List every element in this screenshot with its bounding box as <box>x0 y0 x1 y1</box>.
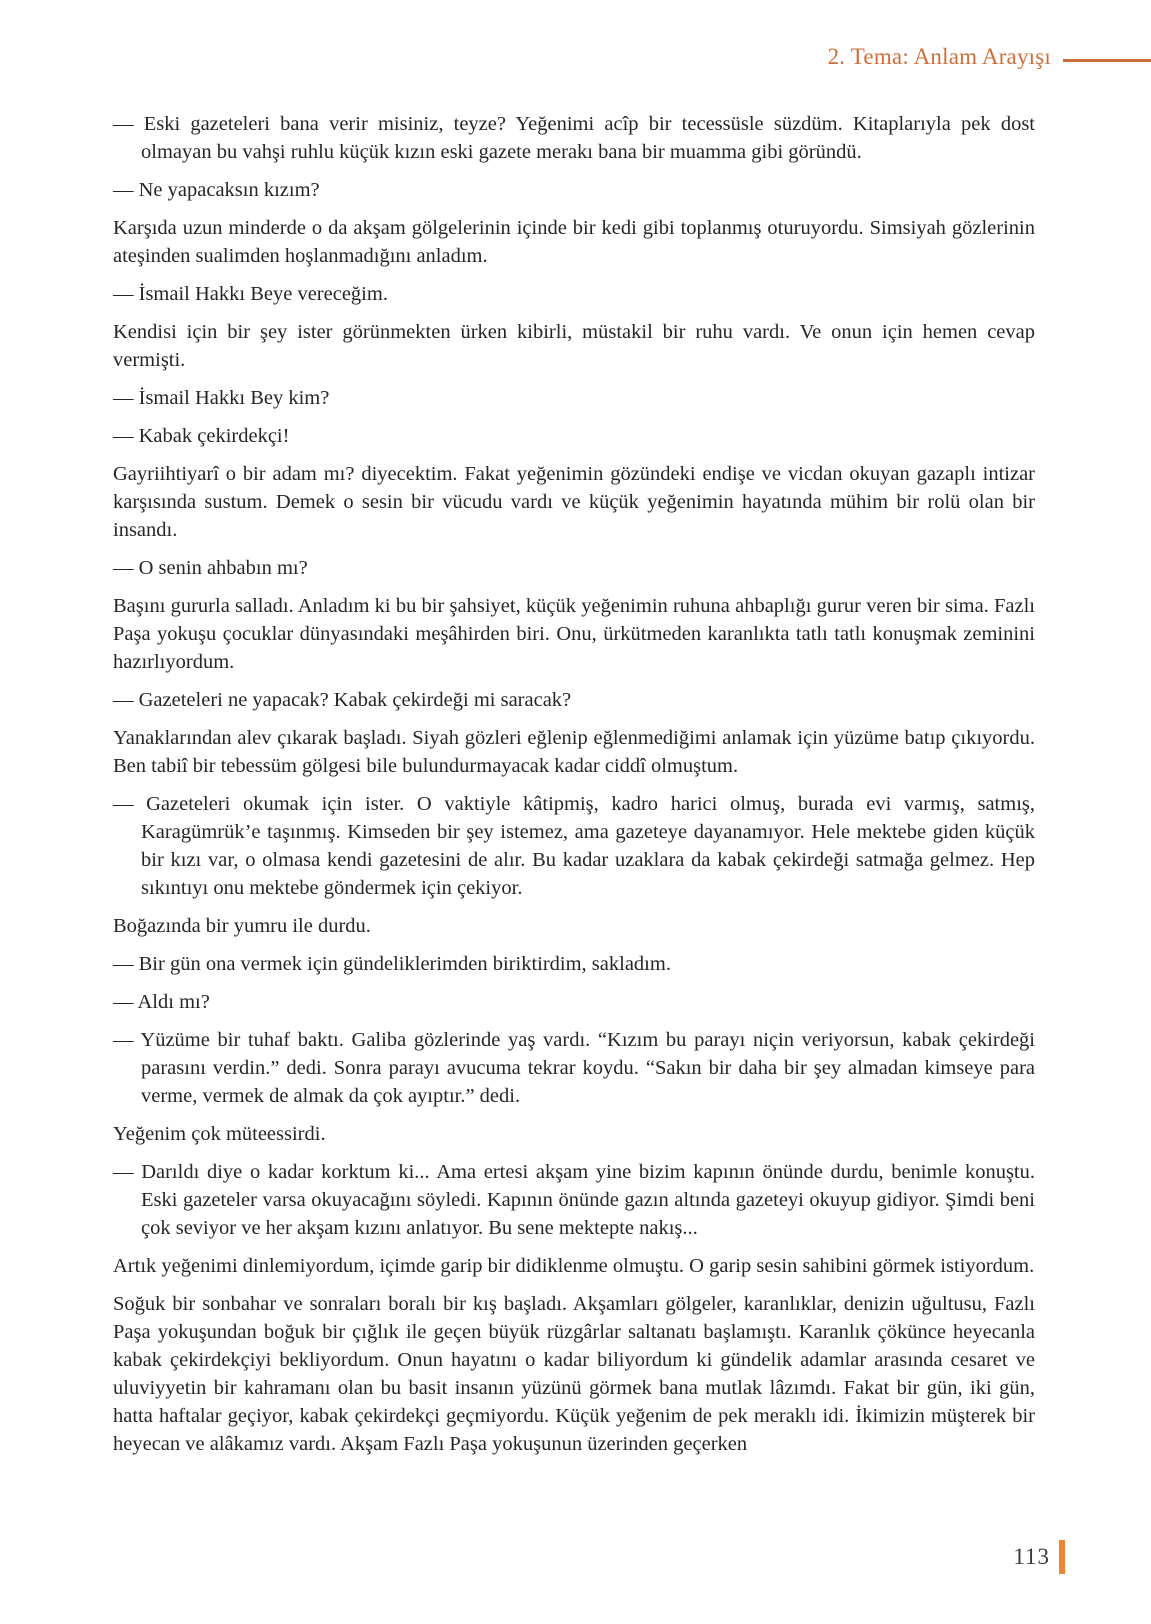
narrative-paragraph: Artık yeğenimi dinlemiyordum, içimde garip bir didiklenme olmuştu. O garip sesin sahibini görmek istiyordum. <box>113 1255 1035 1277</box>
narrative-paragraph: Karşıda uzun minderde o da akşam gölgelerinin içinde bir kedi gibi toplanmış oturuyordu. Simsiyah gözlerinin ateşinden sualimden hoşlanmadığını anladım. <box>113 217 1035 267</box>
narrative-paragraph: Yanaklarından alev çıkarak başladı. Siyah gözleri eğlenip eğlenmediğimi anlamak için yüzüme batıp çıkıyordu. Ben tabiî bir tebessüm gölgesi bile bulundurmayacak kadar ciddî olmuştum. <box>113 727 1035 777</box>
dialogue-paragraph: — Bir gün ona vermek için gündeliklerimden biriktirdim, sakladım. <box>113 953 671 975</box>
header-rule <box>1063 59 1151 62</box>
dialogue-paragraph: — Kabak çekirdekçi! <box>113 425 290 447</box>
dialogue-paragraph: — Gazeteleri okumak için ister. O vaktiyle kâtipmiş, kadro harici olmuş, burada evi varmış, satmış, Karagümrük’e taşınmış. Kimseden bir şey istemez, ama gazeteye dayanamıyor. Hele mektebe giden küçük bir kızı var, o olmasa kendi gazetesini de alır. Bu kadar uzaklara da kabak çekirdeği satmağa gelmez. Hep sıkıntıyı onu mektebe göndermek için çekiyor. <box>113 793 1035 899</box>
narrative-paragraph: Soğuk bir sonbahar ve sonraları boralı bir kış başladı. Akşamları gölgeler, karanlıklar, denizin uğultusu, Fazlı Paşa yokuşundan boğuk bir çığlık ile geçen büyük rüzgârlar saltanatı başlamıştı. Karanlık çökünce heyecanla kabak çekirdekçiyi bekliyordum. Onun hayatını o kadar biliyordum ki gündelik adamlar arasında cesaret ve uluviyyetin bir kahramanı olan bu basit insanın yüzünü görmek bana mutlak lâzımdı. Fakat bir gün, iki gün, hatta haftalar geçiyor, kabak çekirdekçi geçmiyordu. Küçük yeğenim de pek meraklı idi. İkimizin müşterek bir heyecan ve alâkamız vardı. Akşam Fazlı Paşa yokuşunun üzerinden geçerken <box>113 1293 1035 1455</box>
page-footer <box>1013 1540 1065 1574</box>
page-header <box>828 44 1151 70</box>
dialogue-paragraph: — İsmail Hakkı Bey kim? <box>113 387 330 409</box>
dialogue-paragraph: — Gazeteleri ne yapacak? Kabak çekirdeği mi saracak? <box>113 689 572 711</box>
dialogue-paragraph: — O senin ahbabın mı? <box>113 557 308 579</box>
narrative-paragraph: Gayriihtiyarî o bir adam mı? diyecektim. Fakat yeğenimin gözündeki endişe ve vicdan okuyan gazaplı intizar karşısında sustum. Demek o sesin bir vücudu vardı ve küçük yeğenimin hayatında mühim bir rolü olan bir insandı. <box>113 463 1035 541</box>
dialogue-paragraph: — Darıldı diye o kadar korktum ki... Ama ertesi akşam yine bizim kapının önünde durdu, benimle konuştu. Eski gazeteler varsa okuyacağını söyledi. Kapının önünde gazın altında gazeteyi okuyup gidiyor. Şimdi beni çok seviyor ve her akşam kızını anlatıyor. Bu sene mektepte nakış... <box>113 1161 1035 1239</box>
page-number: 113 <box>1013 1544 1050 1569</box>
dialogue-paragraph: — Aldı mı? <box>113 991 210 1013</box>
narrative-paragraph: Kendisi için bir şey ister görünmekten ürken kibirli, müstakil bir ruhu vardı. Ve onun için hemen cevap vermişti. <box>113 321 1035 371</box>
page-header-title: 2. Tema: Anlam Arayışı <box>827 44 1051 69</box>
narrative-paragraph: Başını gururla salladı. Anladım ki bu bir şahsiyet, küçük yeğenimin ruhuna ahbaplığı gurur veren bir sima. Fazlı Paşa yokuşu çocuklar dünyasındaki meşâhirden biri. Onu, ürkütmeden karanlıkta tatlı tatlı konuşmak zeminini hazırlıyordum. <box>113 595 1035 673</box>
dialogue-paragraph: — Eski gazeteleri bana verir misiniz, teyze? Yeğenimi acîp bir tecessüsle süzdüm. Kitaplarıyla pek dost olmayan bu vahşi ruhlu küçük kızın eski gazete merakı bana bir muamma gibi göründü. <box>113 113 1035 163</box>
story-text <box>113 110 1035 1468</box>
narrative-paragraph: Yeğenim çok müteessirdi. <box>113 1123 326 1145</box>
narrative-paragraph: Boğazında bir yumru ile durdu. <box>113 915 371 937</box>
page-number-accent-bar <box>1059 1540 1065 1574</box>
dialogue-paragraph: — Ne yapacaksın kızım? <box>113 179 320 201</box>
dialogue-paragraph: — Yüzüme bir tuhaf baktı. Galiba gözlerinde yaş vardı. “Kızım bu parayı niçin veriyorsun, kabak çekirdeği parasını verdin.” dedi. Sonra parayı avucuma tekrar koydu. “Sakın bir daha bir şey almadan kimseye para verme, vermek de almak da çok ayıptır.” dedi. <box>113 1029 1035 1107</box>
dialogue-paragraph: — İsmail Hakkı Beye vereceğim. <box>113 283 388 305</box>
